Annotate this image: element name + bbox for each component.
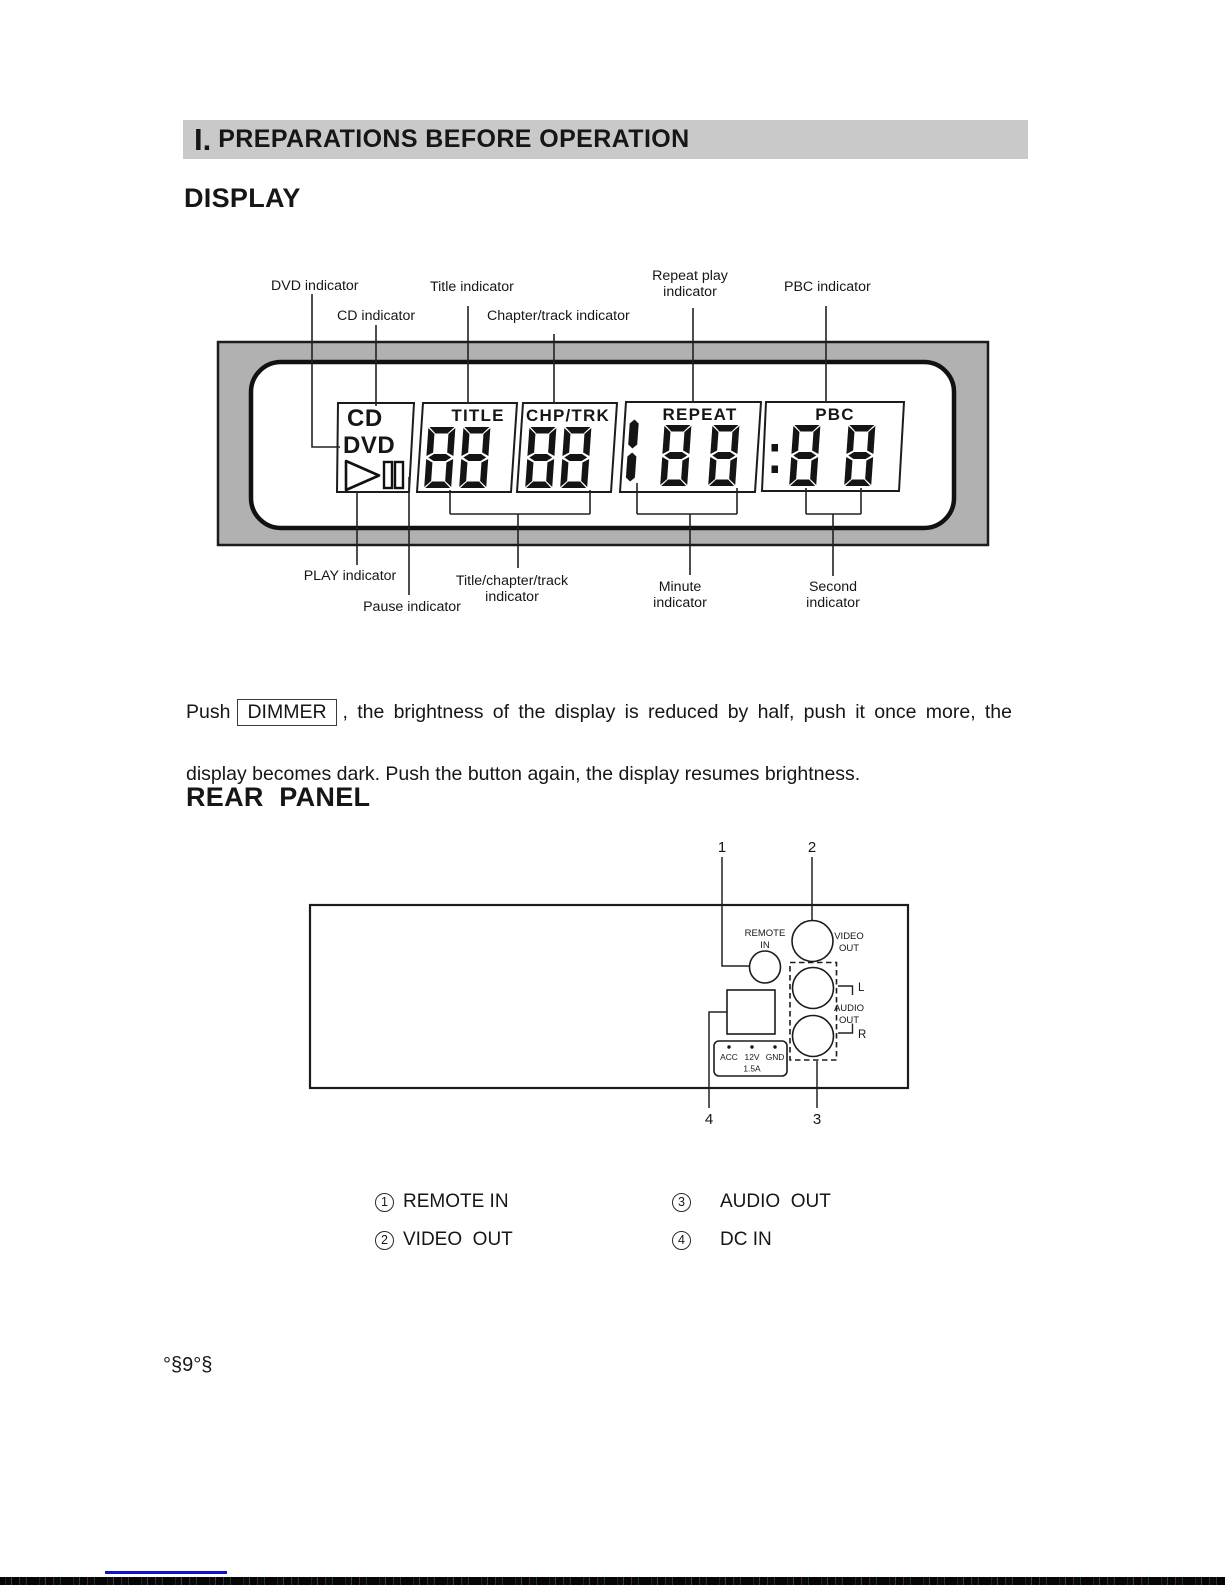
colon-dot — [772, 466, 779, 474]
repeat-play-indicator-label: indicator — [663, 284, 717, 300]
minute-indicator-label: indicator — [653, 595, 707, 611]
title-chapter-track-indicator-label: Title/chapter/track — [455, 573, 569, 589]
section-title: PREPARATIONS BEFORE OPERATION — [218, 125, 690, 153]
legend-dc-in — [672, 1229, 772, 1251]
callout-number-2: 2 — [807, 839, 817, 856]
pause-icon — [395, 462, 403, 488]
pause-icon — [384, 462, 392, 488]
audio-out-right-jack — [793, 1016, 834, 1057]
paragraph-lead: Push — [186, 701, 231, 723]
legend-remote-in — [375, 1191, 509, 1213]
dvd-indicator-label: DVD indicator — [271, 278, 359, 294]
display-heading: DISPLAY — [184, 183, 301, 213]
amp-rating-label: 1.5A — [743, 1063, 761, 1074]
legend-dc-in-label: DC IN — [720, 1229, 772, 1250]
chapter-track-indicator-label: Chapter/track indicator — [487, 308, 630, 324]
cd-indicator-label: CD indicator — [337, 308, 416, 324]
legend-audio-out-label: AUDIO OUT — [720, 1191, 831, 1212]
rear-panel-heading: REAR PANEL — [186, 782, 371, 812]
callout-number-3: 3 — [812, 1111, 822, 1128]
remote-in-label: IN — [760, 940, 770, 951]
repeat-caption: REPEAT — [662, 405, 738, 424]
pause-indicator-label: Pause indicator — [363, 599, 461, 615]
remote-in-label: REMOTE — [744, 928, 786, 939]
audio-out-left-jack — [793, 968, 834, 1009]
dimmer-paragraph — [186, 697, 1012, 790]
title-caption: TITLE — [451, 406, 505, 425]
audio-left-label: L — [858, 982, 865, 994]
callout-number-1: 1 — [717, 839, 727, 856]
circled-number-1: 1 — [375, 1193, 394, 1212]
video-out-label: OUT — [838, 943, 860, 954]
legend-video-out — [375, 1229, 513, 1251]
title-chapter-track-indicator-label: indicator — [485, 589, 539, 605]
acc-label: ACC — [720, 1052, 738, 1062]
dimmer-button-label: DIMMER — [237, 699, 336, 726]
cd-indicator-text: CD — [347, 405, 383, 432]
second-indicator-label: indicator — [806, 595, 860, 611]
circled-number-3: 3 — [672, 1193, 691, 1212]
legend-video-out-label: VIDEO OUT — [403, 1229, 513, 1250]
remote-in-jack — [750, 951, 781, 983]
paragraph-rest: , the brightness of the display is reduced by half, push it once more, the — [342, 701, 1012, 723]
blue-underline-artifact — [105, 1571, 227, 1574]
title-indicator-label: Title indicator — [430, 279, 514, 295]
rear-panel-diagram — [290, 820, 930, 1140]
section-header-bar — [183, 120, 1028, 159]
colon-dot — [772, 444, 779, 452]
callout-number-4: 4 — [704, 1111, 714, 1128]
audio-right-label: R — [858, 1029, 867, 1041]
video-out-jack — [792, 921, 833, 962]
legend-remote-in-label: REMOTE IN — [403, 1191, 509, 1212]
display-diagram — [160, 255, 1060, 625]
circled-number-4: 4 — [672, 1231, 691, 1250]
12v-label: 12V — [744, 1052, 760, 1062]
video-out-label: VIDEO — [834, 931, 864, 942]
page-footer-mark: °§9°§ — [163, 1354, 213, 1376]
paragraph-line-2: display becomes dark. Push the button again, the display resumes brightness. — [186, 763, 861, 785]
scan-noise-strip — [0, 1577, 1225, 1585]
paragraph-line-1 — [186, 697, 1012, 759]
second-indicator-label: Second — [808, 579, 858, 595]
audio-out-label: AUDIO — [833, 1003, 865, 1014]
audio-out-label: OUT — [838, 1015, 860, 1026]
legend-audio-out — [672, 1191, 831, 1213]
minute-indicator-label: Minute — [658, 579, 702, 595]
dc-in-socket — [727, 990, 775, 1034]
play-indicator-label: PLAY indicator — [303, 568, 397, 584]
repeat-play-indicator-label: Repeat play — [652, 268, 728, 284]
pbc-indicator-label: PBC indicator — [784, 279, 871, 295]
dvd-indicator-text: DVD — [343, 432, 396, 459]
section-numeral: I. — [194, 121, 212, 157]
pbc-caption: PBC — [815, 405, 855, 424]
chp-trk-caption: CHP/TRK — [526, 406, 610, 425]
gnd-label: GND — [765, 1052, 785, 1062]
circled-number-2: 2 — [375, 1231, 394, 1250]
